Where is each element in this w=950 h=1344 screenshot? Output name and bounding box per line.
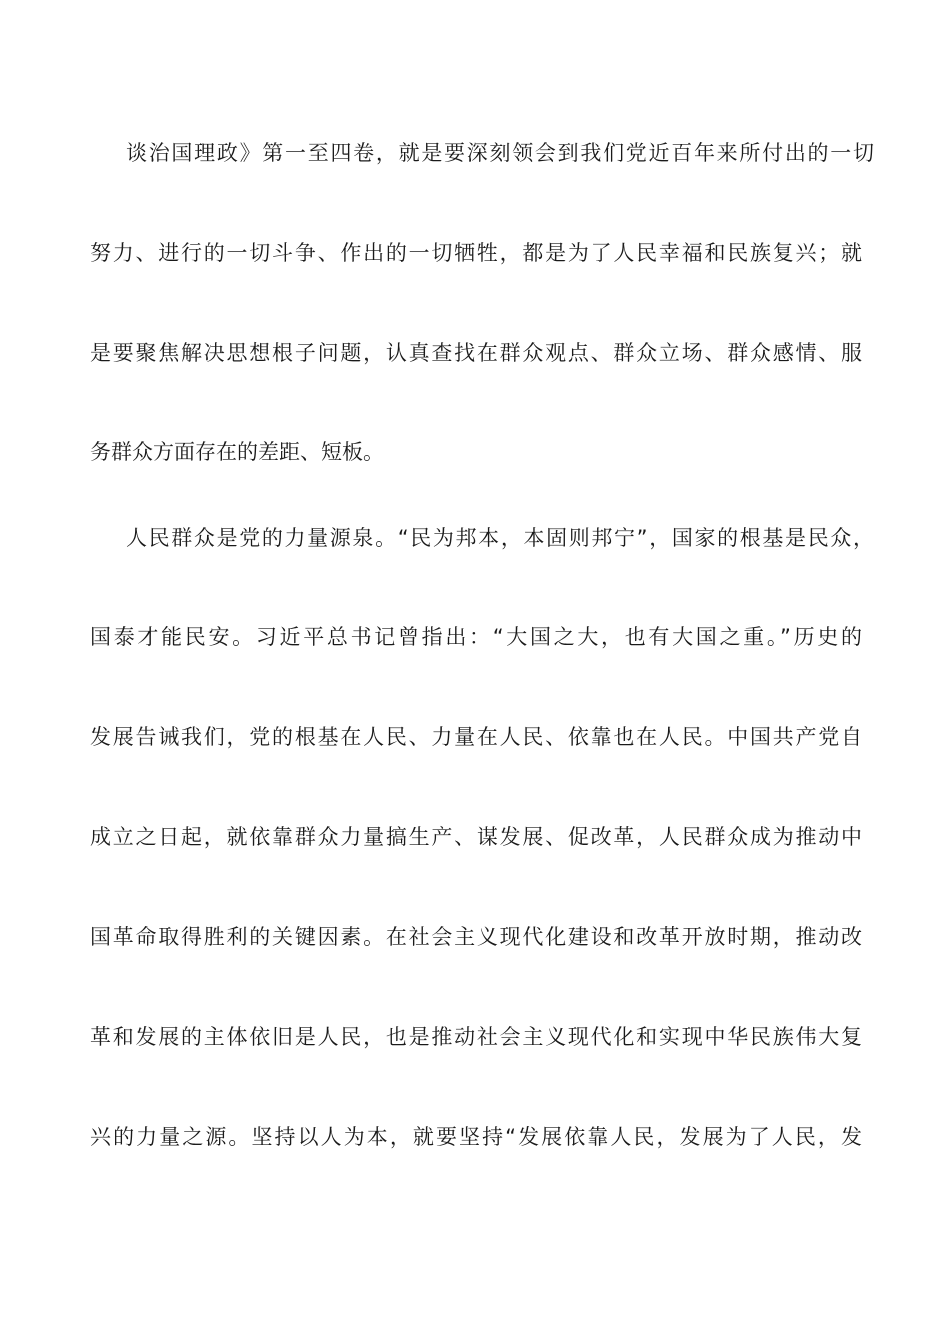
text-line: 发展告诫我们，党的根基在人民、力量在人民、依靠也在人民。中国共产党自 (90, 725, 862, 749)
text-line: 努力、进行的一切斗争、作出的一切牺牲，都是为了人民幸福和民族复兴；就 (90, 241, 862, 265)
text-line: 人民群众是党的力量源泉。“民为邦本，本固则邦宁”，国家的根基是民众， (126, 526, 874, 550)
text-line: 兴的力量之源。坚持以人为本，就要坚持“发展依靠人民，发展为了人民，发 (90, 1125, 862, 1149)
text-line: 谈治国理政》第一至四卷，就是要深刻领会到我们党近百年来所付出的一切 (126, 141, 874, 165)
text-line: 国泰才能民安。习近平总书记曾指出：“大国之大，也有大国之重。”历史的 (90, 625, 862, 649)
text-line: 务群众方面存在的差距、短板。 (90, 440, 384, 464)
text-line: 国革命取得胜利的关键因素。在社会主义现代化建设和改革开放时期，推动改 (90, 925, 862, 949)
text-line: 是要聚焦解决思想根子问题，认真查找在群众观点、群众立场、群众感情、服 (90, 341, 862, 365)
text-line: 成立之日起，就依靠群众力量搞生产、谋发展、促改革，人民群众成为推动中 (90, 825, 862, 849)
text-line: 革和发展的主体依旧是人民，也是推动社会主义现代化和实现中华民族伟大复 (90, 1025, 862, 1049)
